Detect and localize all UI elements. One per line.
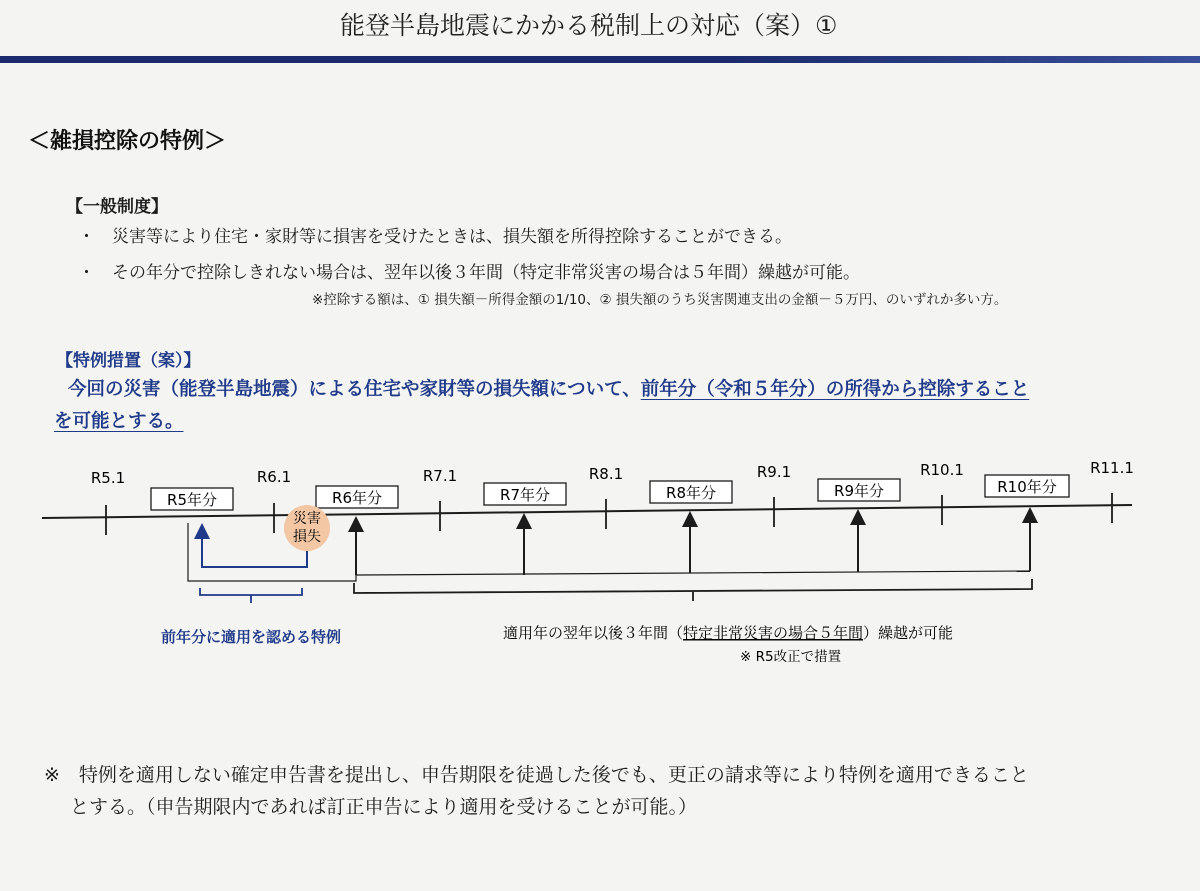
section-heading: ＜雑損控除の特例＞ bbox=[28, 129, 227, 154]
right-bracket-note: ※ R5改正で措置 bbox=[740, 649, 842, 665]
special-measure-text-line1 bbox=[68, 375, 1029, 401]
tick-label-r6-1: R6.1 bbox=[256, 468, 292, 486]
tick-label-r9-1: R9.1 bbox=[756, 463, 792, 481]
note-line1: ※ 特例を適用しない確定申告書を提出し、申告期限を徒過した後でも、更正の請求等により特例を適用できること bbox=[44, 764, 1029, 786]
right-label-end: ）繰越が可能 bbox=[863, 624, 954, 642]
page-title: 能登半島地震にかかる税制上の対応（案）① bbox=[340, 11, 838, 40]
left-bracket-label: 前年分に適用を認める特例 bbox=[160, 628, 342, 646]
right-label-underlined: 特定非常災害の場合５年間 bbox=[683, 624, 864, 642]
year-box-r10-label: R10年分 bbox=[997, 478, 1057, 496]
general-bullet-2: ・ その年分で控除しきれない場合は、翌年以後３年間（特定非常災害の場合は５年間）繰越が可能。 bbox=[78, 263, 860, 283]
special-text-underlined: 前年分（令和５年分）の所得から控除すること bbox=[640, 379, 1030, 400]
timeline-diagram bbox=[0, 455, 1200, 680]
year-box-r8-label: R8年分 bbox=[666, 484, 716, 502]
special-measure-text-line2 bbox=[54, 407, 184, 433]
carry-forward-guide-line bbox=[356, 571, 1030, 575]
year-box-r6-label: R6年分 bbox=[332, 489, 382, 507]
special-text-plain: 今回の災害（能登半島地震）による住宅や家財等の損失額について、 bbox=[68, 379, 641, 400]
disaster-label-line1: 災害 bbox=[293, 511, 321, 527]
right-brace bbox=[354, 579, 1032, 601]
tick-label-r8-1: R8.1 bbox=[588, 465, 624, 483]
title-divider bbox=[0, 56, 1200, 63]
special-text-underlined-end: を可能とする。 bbox=[54, 411, 184, 432]
general-bullet-1: ・ 災害等により住宅・家財等に損害を受けたときは、損失額を所得控除することができる。 bbox=[78, 227, 792, 247]
left-guide-line bbox=[188, 523, 356, 581]
left-brace bbox=[200, 588, 302, 603]
tick-label-r10-1: R10.1 bbox=[920, 461, 964, 479]
year-box-r5-label: R5年分 bbox=[167, 491, 217, 509]
special-measure-heading: 【特例措置（案）】 bbox=[56, 351, 201, 371]
deduction-footnote: ※控除する額は、① 損失額－所得金額の1/10、② 損失額のうち災害関連支出の金額－５万円、のいずれか多い方。 bbox=[312, 292, 1008, 308]
general-system-heading: 【一般制度】 bbox=[66, 197, 168, 217]
right-bracket-label bbox=[503, 624, 953, 642]
disaster-label-line2: 損失 bbox=[293, 529, 321, 545]
tick-label-r5-1: R5.1 bbox=[90, 469, 126, 487]
tick-label-r11-1: R11.1 bbox=[1090, 459, 1134, 477]
year-box-r7-label: R7年分 bbox=[500, 486, 550, 504]
tick-label-r7-1: R7.1 bbox=[422, 467, 458, 485]
year-box-r9-label: R9年分 bbox=[834, 482, 884, 500]
right-label-start: 適用年の翌年以後３年間（ bbox=[503, 624, 684, 642]
note-line2: とする。（申告期限内であれば訂正申告により適用を受けることが可能。） bbox=[70, 796, 698, 818]
